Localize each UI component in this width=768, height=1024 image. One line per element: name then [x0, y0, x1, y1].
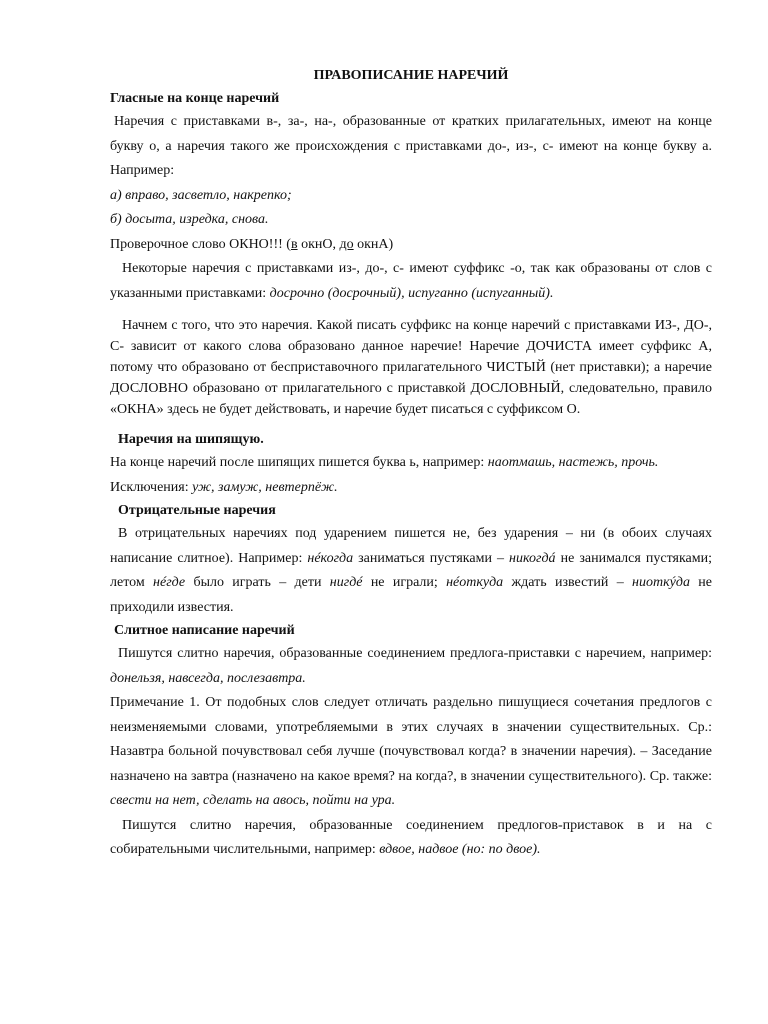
- sibilants-rule-text: На конце наречий после шипящих пишется буква ь, например:: [110, 455, 488, 470]
- heading-sibilants: Наречия на шипящую.: [118, 432, 264, 447]
- negative-text-6: ждать известий –: [503, 575, 633, 590]
- fused-text-1: Пишутся слитно наречия, образованные соединением предлога-приставки с наречием, например:: [118, 646, 712, 661]
- fused-text-2: Пишутся слитно наречия, образованные соединением предлогов-приставок в и на с собирательными числительными, например:: [110, 817, 712, 857]
- negative-text-2: заниматься пустяками –: [353, 550, 510, 566]
- spacer: [110, 420, 712, 429]
- paragraph-fused-2: [110, 814, 712, 863]
- paragraph-explanation: Начнем с того, что это наречия. Какой писать суффикс на конце наречий с приставками ИЗ-, ДО-, С- зависит от какого слова образовано данное наречие! Наречие ДОЧИСТА имеет суффикс А, потому что образовано от бесприставочного прилагательного ЧИСТЫЙ (нет приставки); а наречие ДОСЛОВНО образовано от прилагательного с приставкой ДОСЛОВНЫЙ, следовательно, правило «ОКНА» здесь не будет действовать, и наречие будет писаться с суффиксом О.: [110, 318, 712, 417]
- exceptions-examples: уж, замуж, невтерпёж.: [192, 479, 338, 495]
- note-examples: свести на нет, сделать на авось, пойти на ура.: [110, 793, 396, 808]
- negative-text-7: не приходили известия.: [110, 575, 712, 615]
- note-text: Примечание 1. От подобных слов следует отличать раздельно пишущиеся сочетания предлогов с неизменяемыми словами, употребляемыми в этих случаях в значении существительных. Ср.: Назавтра больной почувствовал себя лучше (почувствовал когда? в значении наречия). – Заседание назначено на завтра (назначено на какое время? на когда?, в значении существительного). Ср. также:: [110, 695, 712, 784]
- negative-example-4: нигдé: [329, 575, 363, 590]
- paragraph-exceptions: [110, 476, 712, 501]
- check-text-mid: окнО,: [297, 236, 340, 252]
- negative-example-5: нéоткуда: [446, 575, 504, 590]
- example-b: б) досыта, изредка, снова.: [110, 212, 269, 227]
- heading-negative: Отрицательные наречия: [118, 503, 276, 518]
- paragraph-fused-1: [110, 642, 712, 691]
- negative-text-4: было играть – дети: [185, 575, 330, 590]
- negative-example-2: никогдá: [509, 550, 556, 566]
- check-underlined-do: до: [339, 236, 354, 252]
- suffix-text: Некоторые наречия с приставками из-, до-, с- имеют суффикс -о, так как образованы от слов с указанными приставками:: [110, 261, 712, 301]
- paragraph-vowels-intro: Наречия с приставками в-, за-, на-, образованные от кратких прилагательных, имеют на конце букву о, а наречия такого же происхождения с приставками до-, из-, с- имеют на конце букву а. Например:: [110, 114, 712, 178]
- check-text-start: Проверочное слово ОКНО!!! (: [110, 236, 291, 252]
- check-text-end: окнА): [353, 236, 394, 252]
- page-title: ПРАВОПИСАНИЕ НАРЕЧИЙ: [313, 68, 509, 83]
- paragraph-note: [110, 691, 712, 814]
- heading-fused: Слитное написание наречий: [114, 623, 295, 638]
- paragraph-suffix-o: [110, 257, 712, 306]
- suffix-examples: досрочно (досрочный), испуганно (испуганный).: [269, 285, 554, 301]
- example-a: а) вправо, засветло, накрепко;: [110, 187, 292, 203]
- paragraph-negative: [110, 522, 712, 620]
- negative-example-6: ниоткýда: [632, 575, 690, 590]
- fused-examples-1: донельзя, навсегда, послезавтра.: [110, 670, 306, 686]
- negative-example-3: нéгде: [153, 575, 186, 590]
- sibilants-examples: наотмашь, настежь, прочь.: [487, 455, 659, 470]
- fused-examples-2: вдвое, надвое (но: по двое).: [379, 842, 541, 857]
- spacer: [110, 306, 712, 315]
- check-underlined-v: в: [290, 236, 298, 252]
- negative-example-1: нéкогда: [307, 550, 354, 566]
- document-content: [110, 66, 712, 863]
- negative-text-1: В отрицательных наречиях под ударением пишется не, без ударения – ни (в обоих случаях написание слитное). Например:: [110, 526, 712, 566]
- negative-text-5: не играли;: [362, 575, 447, 590]
- heading-vowels: Гласные на конце наречий: [110, 91, 280, 106]
- exceptions-label: Исключения:: [110, 479, 193, 495]
- negative-text-3: не занимался пустяками; летом: [110, 550, 712, 590]
- paragraph-sibilants-rule: [110, 451, 712, 476]
- paragraph-check-word: [110, 233, 712, 258]
